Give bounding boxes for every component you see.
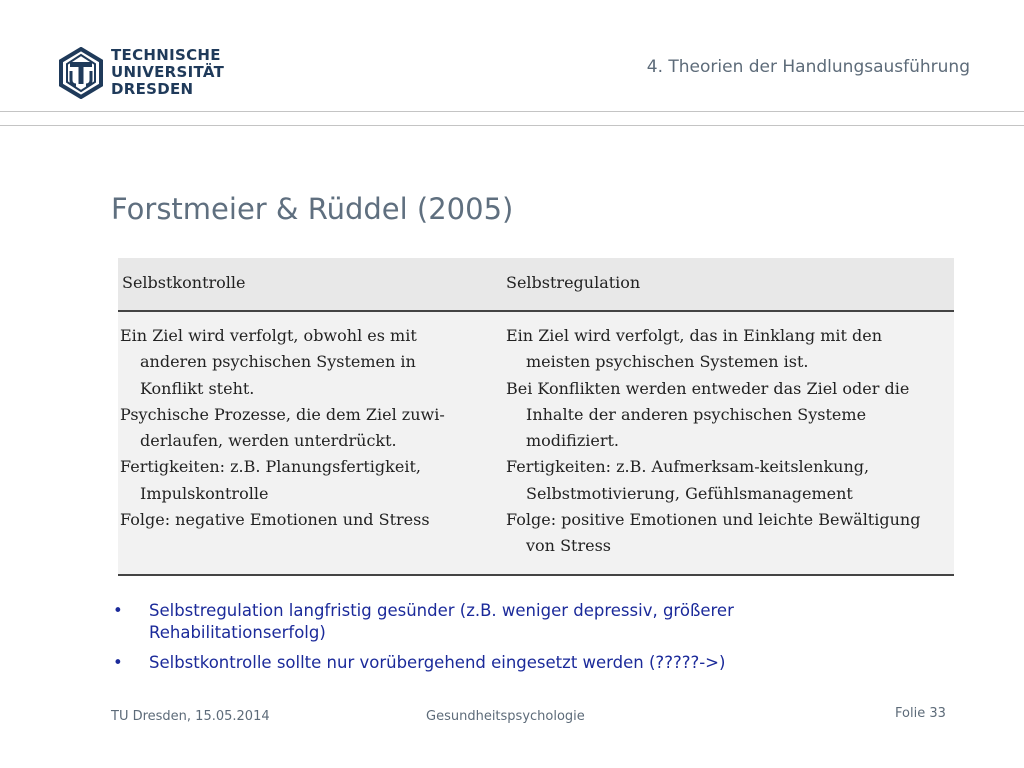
table-body	[118, 312, 954, 576]
logo-line: TECHNISCHE	[111, 46, 221, 64]
bullet-item	[111, 652, 911, 674]
footer-date: TU Dresden, 15.05.2014	[111, 709, 270, 724]
table-cell-line: Fertigkeiten: z.B. Aufmerksam-keitslenkung,	[506, 457, 870, 477]
table-cell-selbstregulation	[506, 323, 920, 560]
table-cell-line: von Stress	[526, 536, 611, 556]
table-cell-line: derlaufen, werden unterdrückt.	[140, 431, 397, 451]
table-cell-line: Konflikt steht.	[140, 378, 255, 398]
table-cell-line: anderen psychischen Systemen in	[140, 352, 416, 372]
table-cell-line: modifiziert.	[526, 431, 620, 451]
bullet-list	[111, 600, 911, 682]
logo-line: DRESDEN	[111, 80, 194, 98]
comparison-table	[118, 258, 954, 578]
logo-wordmark	[111, 47, 224, 98]
table-cell-line: Bei Konflikten werden entweder das Ziel oder die	[506, 378, 910, 398]
table-cell-line: Inhalte der anderen psychischen Systeme	[526, 404, 867, 424]
logo-line: UNIVERSITÄT	[111, 63, 225, 81]
table-cell-line: meisten psychischen Systemen ist.	[526, 352, 809, 372]
table-cell-line: Folge: negative Emotionen und Stress	[120, 510, 430, 530]
section-title: 4. Theorien der Handlungsausführung	[646, 57, 970, 77]
table-header-selbstkontrolle: Selbstkontrolle	[122, 273, 246, 292]
table-cell-line: Impulskontrolle	[140, 483, 269, 503]
bullet-text-line: Rehabilitationserfolg)	[149, 623, 326, 642]
tu-dresden-logo	[57, 47, 227, 99]
table-header-row	[118, 258, 954, 312]
bullet-text-line: Selbstkontrolle sollte nur vorübergehend eingesetzt werden (?????->)	[149, 653, 726, 672]
header-divider	[0, 111, 1024, 112]
table-cell-line: Psychische Prozesse, die dem Ziel zuwi-	[120, 404, 445, 424]
table-header-selbstregulation: Selbstregulation	[506, 273, 641, 292]
tu-dresden-emblem-icon	[57, 47, 105, 99]
table-cell-line: Selbstmotivierung, Gefühlsmanagement	[526, 483, 853, 503]
bullet-dot-icon: •	[113, 653, 123, 672]
header-divider	[0, 125, 1024, 126]
bullet-item	[111, 600, 911, 644]
table-cell-line: Folge: positive Emotionen und leichte Bewältigung	[506, 510, 921, 530]
table-cell-line: Ein Ziel wird verfolgt, das in Einklang mit den	[506, 326, 883, 345]
table-cell-selbstkontrolle	[120, 323, 445, 533]
bullet-text-line: Selbstregulation langfristig gesünder (z.B. weniger depressiv, größerer	[149, 601, 734, 620]
footer-slide-number: Folie 33	[895, 706, 946, 721]
table-cell-line: Ein Ziel wird verfolgt, obwohl es mit	[120, 326, 417, 345]
slide-title: Forstmeier & Rüddel (2005)	[111, 192, 514, 226]
footer-course: Gesundheitspsychologie	[426, 709, 585, 724]
bullet-dot-icon: •	[113, 601, 123, 620]
table-cell-line: Fertigkeiten: z.B. Planungsfertigkeit,	[120, 457, 421, 477]
table-bottom-rule	[118, 574, 954, 576]
